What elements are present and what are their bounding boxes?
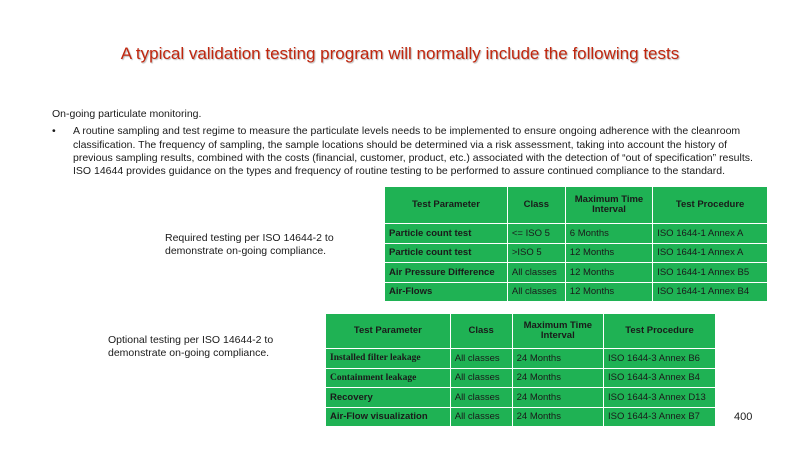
cell-procedure: ISO 1644-3 Annex B6: [604, 349, 716, 369]
cell-interval: 12 Months: [565, 243, 652, 263]
cell-test-parameter: Installed filter leakage: [326, 349, 451, 369]
table-row: [326, 388, 716, 408]
cell-class: All classes: [450, 407, 512, 427]
intro-section: [52, 108, 762, 178]
cell-class: All classes: [507, 282, 565, 302]
cell-test-parameter: Particle count test: [385, 243, 508, 263]
table-header-row: [326, 314, 716, 349]
cell-class: All classes: [450, 349, 512, 369]
optional-testing-table: [325, 313, 716, 427]
cell-class: >ISO 5: [507, 243, 565, 263]
cell-procedure: ISO 1644-3 Annex B7: [604, 407, 716, 427]
cell-interval: 12 Months: [565, 263, 652, 283]
table-row: [326, 407, 716, 427]
cell-test-parameter: Particle count test: [385, 224, 508, 244]
cell-procedure: ISO 1644-3 Annex B4: [604, 368, 716, 388]
intro-bullet-text: A routine sampling and test regime to measure the particulate levels needs to be implemented to ensure ongoing adherence with the cleanroom classification. The frequency of sampling, the sample locations should be determined via a risk assessment, taking into account the history of previous sampling results, combined with the costs (financial, customer, product, etc.) associated with the detection of “out of specification” results. ISO 14644 provides guidance on the types and frequency of routine testing to be performed to assure continued compliance to the standard.: [73, 125, 753, 178]
header-test-procedure: Test Procedure: [653, 187, 768, 224]
table-row: [385, 263, 768, 283]
table-row: [385, 282, 768, 302]
table-row: [326, 349, 716, 369]
page-number: 400: [734, 411, 753, 423]
required-testing-table: [384, 186, 768, 302]
cell-class: All classes: [450, 368, 512, 388]
cell-interval: 6 Months: [565, 224, 652, 244]
cell-procedure: ISO 1644-1 Annex B4: [653, 282, 768, 302]
cell-class: All classes: [507, 263, 565, 283]
cell-procedure: ISO 1644-1 Annex A: [653, 243, 768, 263]
table-row: [385, 243, 768, 263]
bullet-marker: •: [52, 125, 56, 138]
cell-test-parameter: Containment leakage: [326, 368, 451, 388]
cell-test-parameter: Recovery: [326, 388, 451, 408]
cell-interval: 24 Months: [512, 388, 603, 408]
intro-bullet-item: [52, 125, 762, 178]
slide-title: A typical validation testing program will normally include the following tests: [120, 44, 680, 63]
header-test-parameter: Test Parameter: [326, 314, 451, 349]
header-test-parameter: Test Parameter: [385, 187, 508, 224]
required-testing-label: Required testing per ISO 14644-2 to demonstrate on-going compliance.: [165, 232, 334, 257]
cell-interval: 12 Months: [565, 282, 652, 302]
header-class: Class: [450, 314, 512, 349]
intro-lead: On-going particulate monitoring.: [52, 108, 202, 120]
header-max-interval: Maximum Time Interval: [512, 314, 603, 349]
table-header-row: [385, 187, 768, 224]
table-row: [385, 224, 768, 244]
cell-test-parameter: Air Pressure Difference: [385, 263, 508, 283]
header-class: Class: [507, 187, 565, 224]
cell-interval: 24 Months: [512, 349, 603, 369]
optional-testing-label: Optional testing per ISO 14644-2 to demonstrate on-going compliance.: [108, 334, 274, 359]
table-row: [326, 368, 716, 388]
cell-class: All classes: [450, 388, 512, 408]
cell-interval: 24 Months: [512, 407, 603, 427]
cell-interval: 24 Months: [512, 368, 603, 388]
cell-procedure: ISO 1644-3 Annex D13: [604, 388, 716, 408]
cell-test-parameter: Air-Flows: [385, 282, 508, 302]
cell-test-parameter: Air-Flow visualization: [326, 407, 451, 427]
cell-class: <= ISO 5: [507, 224, 565, 244]
header-max-interval: Maximum Time Interval: [565, 187, 652, 224]
cell-procedure: ISO 1644-1 Annex A: [653, 224, 768, 244]
cell-procedure: ISO 1644-1 Annex B5: [653, 263, 768, 283]
header-test-procedure: Test Procedure: [604, 314, 716, 349]
